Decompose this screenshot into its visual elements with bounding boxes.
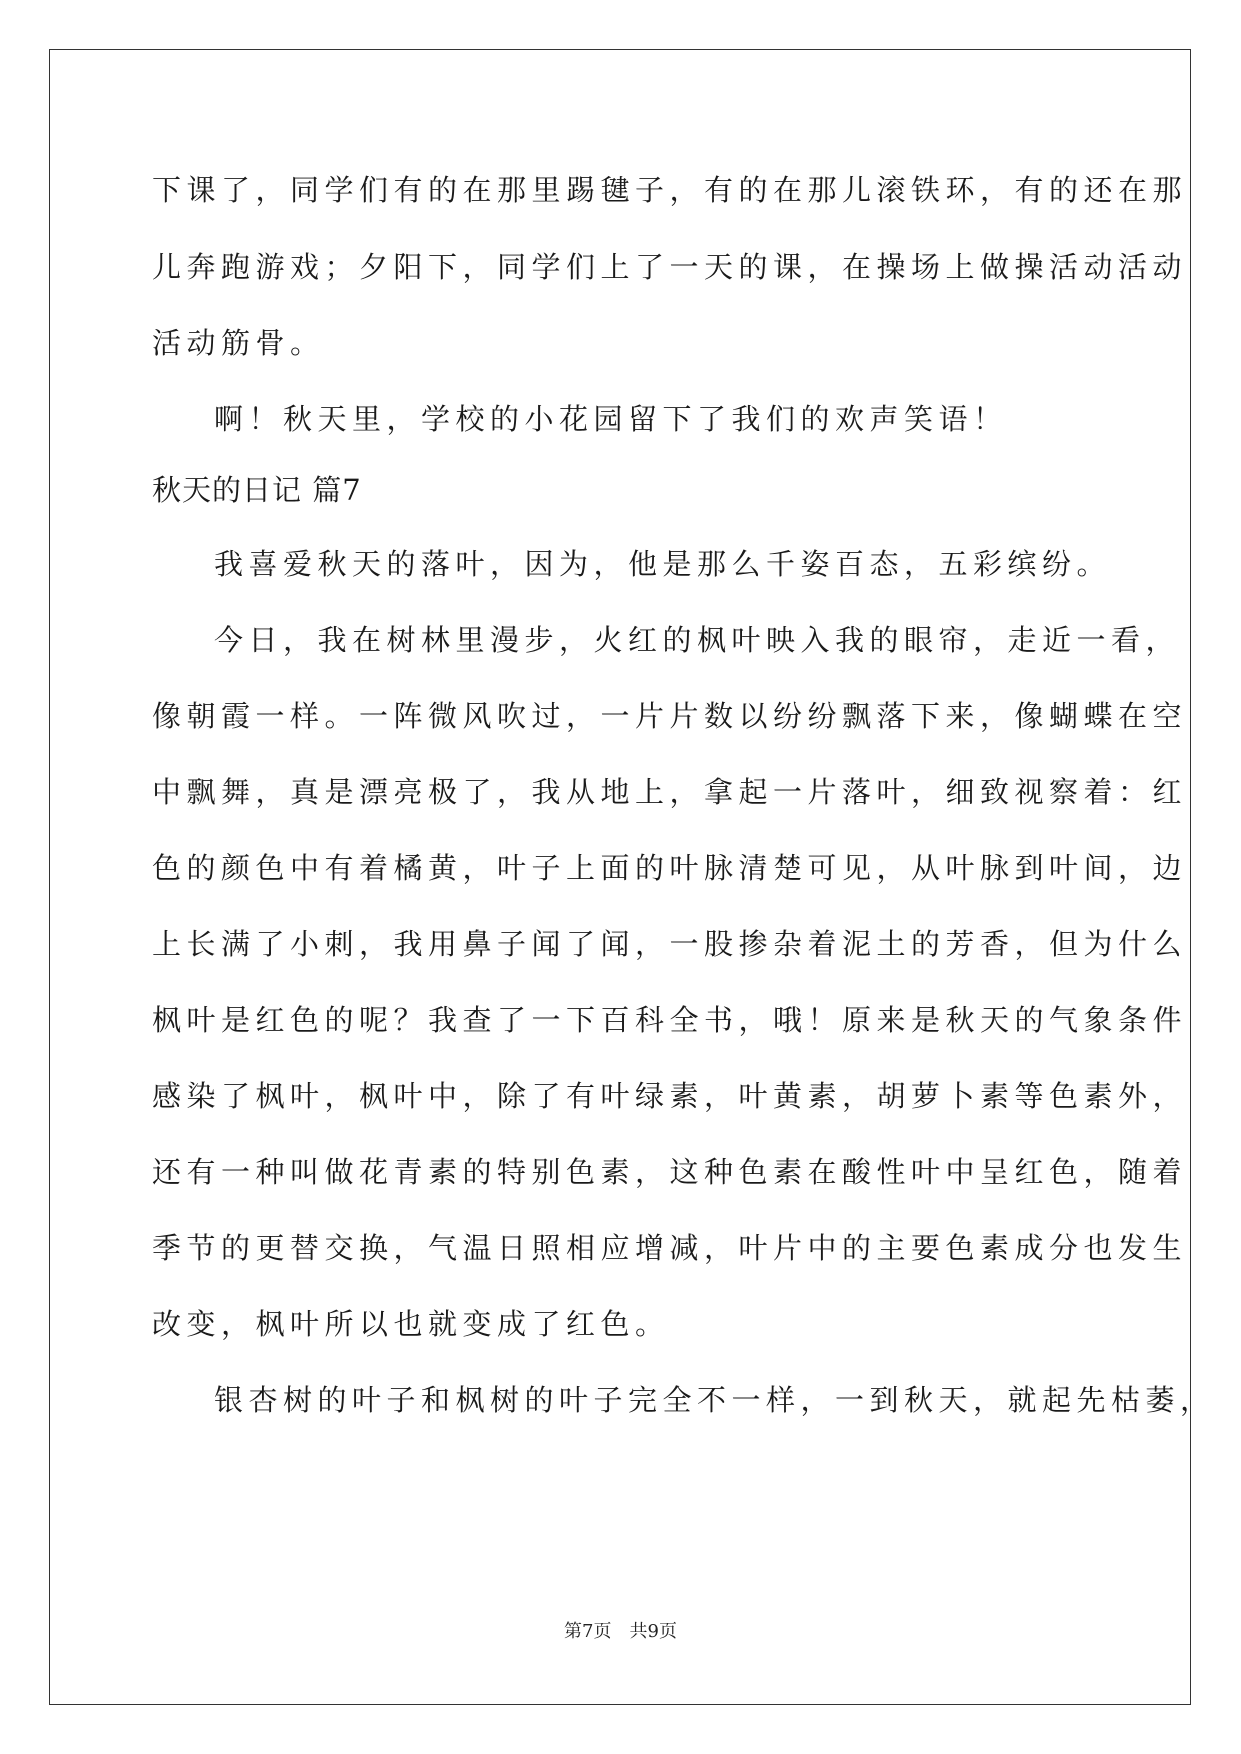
paragraph-line: 下课了，同学们有的在那里踢毽子，有的在那儿滚铁环，有的还在那 [152, 173, 1188, 207]
paragraph-line: 上长满了小刺，我用鼻子闻了闻，一股掺杂着泥土的芳香，但为什么 [152, 927, 1188, 961]
paragraph-line: 我喜爱秋天的落叶，因为，他是那么千姿百态，五彩缤纷。 [214, 547, 1112, 581]
page-footer [0, 1620, 1241, 1644]
paragraph-line: 儿奔跑游戏；夕阳下，同学们上了一天的课，在操场上做操活动活动 [152, 250, 1188, 284]
paragraph-line: 银杏树的叶子和枫树的叶子完全不一样，一到秋天，就起先枯萎， [214, 1383, 1215, 1417]
paragraph-line: 季节的更替交换，气温日照相应增减，叶片中的主要色素成分也发生 [152, 1231, 1188, 1265]
page-number-current: 第7页 [564, 1621, 612, 1642]
paragraph-line: 中飘舞，真是漂亮极了，我从地上，拿起一片落叶，细致视察着：红 [152, 775, 1188, 809]
page-number-total: 共9页 [629, 1621, 677, 1642]
paragraph-line: 感染了枫叶，枫叶中，除了有叶绿素，叶黄素，胡萝卜素等色素外， [152, 1079, 1188, 1113]
paragraph-line: 像朝霞一样。一阵微风吹过，一片片数以纷纷飘落下来，像蝴蝶在空 [152, 699, 1188, 733]
paragraph-line: 色的颜色中有着橘黄，叶子上面的叶脉清楚可见，从叶脉到叶间，边 [152, 851, 1188, 885]
paragraph-line: 枫叶是红色的呢？我查了一下百科全书，哦！原来是秋天的气象条件 [152, 1003, 1188, 1037]
paragraph-line: 啊！秋天里，学校的小花园留下了我们的欢声笑语！ [214, 402, 1008, 436]
paragraph-line: 还有一种叫做花青素的特别色素，这种色素在酸性叶中呈红色，随着 [152, 1155, 1188, 1189]
paragraph-line: 改变，枫叶所以也就变成了红色。 [152, 1307, 670, 1341]
paragraph-line: 今日，我在树林里漫步，火红的枫叶映入我的眼帘，走近一看， [214, 623, 1181, 657]
paragraph-line: 活动筋骨。 [152, 326, 325, 360]
section-heading: 秋天的日记 篇7 [152, 473, 362, 507]
